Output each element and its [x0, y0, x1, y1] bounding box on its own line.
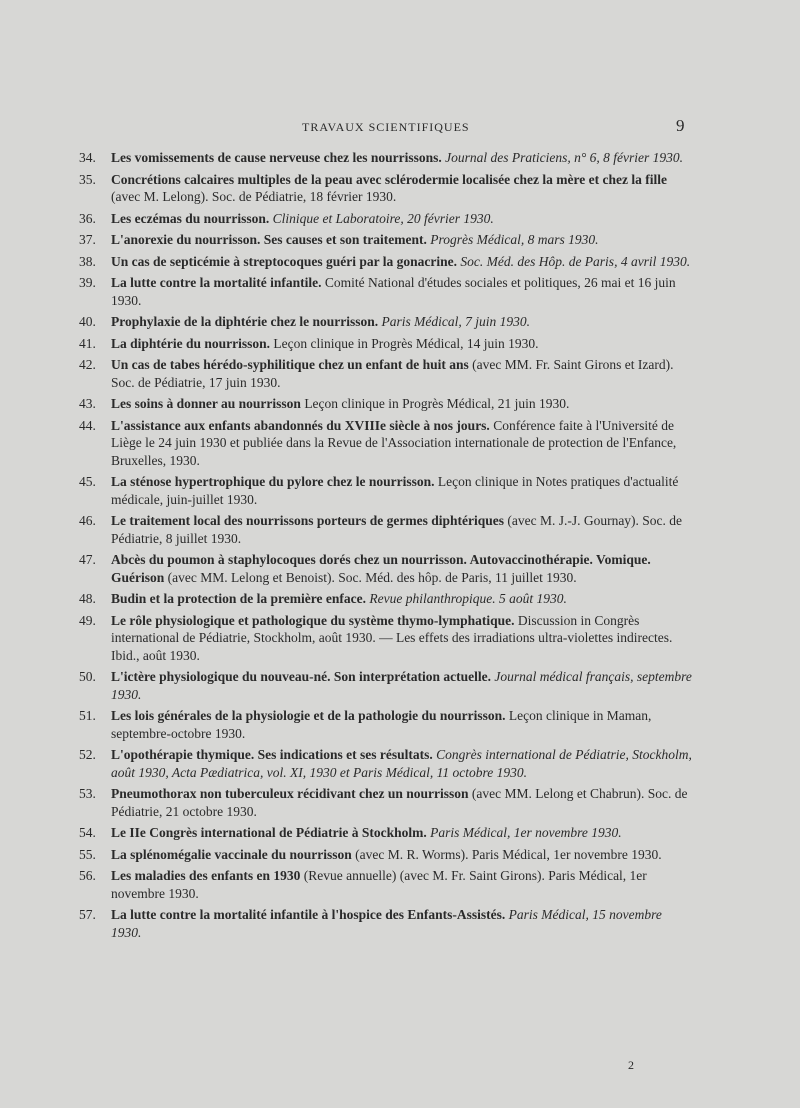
entry-title: La diphtérie du nourrisson. — [111, 335, 271, 351]
publication-entry-53 — [76, 785, 694, 820]
publication-entry-52 — [76, 746, 694, 781]
publication-entry-56 — [76, 867, 694, 902]
entry-reference: Journal des Praticiens, n° 6, 8 février 1930. — [445, 150, 683, 165]
entry-reference: Soc. Méd. des Hôp. de Paris, 4 avril 1930. — [460, 253, 691, 269]
publication-entry-34 — [76, 149, 694, 167]
entry-number: 54. — [79, 825, 96, 840]
entry-number: 53. — [79, 786, 96, 801]
entry-title: Budin et la protection de la première enface. — [111, 591, 366, 606]
running-header — [0, 118, 800, 138]
entry-reference: (avec MM. Lelong et Chabrun). Soc. de Pédiatrie, 21 octobre 1930. — [111, 786, 688, 819]
entry-number: 48. — [79, 591, 96, 606]
entry-title: Le traitement local des nourrissons porteurs de germes diphtériques — [111, 513, 504, 528]
entry-reference: (avec MM. Lelong et Benoist). Soc. Méd. des hôp. de Paris, 11 juillet 1930. — [167, 569, 577, 585]
entry-title: Abcès du poumon à staphylocoques dorés chez un nourrisson. Autovaccinothérapie. Vomique. Guérison — [111, 552, 651, 585]
entry-title: Un cas de tabes hérédo-syphilitique chez un enfant de huit ans — [111, 357, 469, 372]
entry-title: Le rôle physiologique et pathologique du système thymo-lymphatique. — [111, 612, 515, 628]
publication-entry-40 — [76, 313, 694, 331]
publication-entry-51 — [76, 707, 694, 742]
publication-entry-44 — [76, 417, 694, 470]
publication-entry-57 — [76, 906, 694, 941]
entry-title: Le IIe Congrès international de Pédiatrie à Stockholm. — [111, 825, 427, 840]
signature-mark: 2 — [628, 1058, 634, 1072]
entry-number: 49. — [79, 612, 96, 628]
entry-title: Les soins à donner au nourrisson — [111, 396, 301, 411]
entry-title: Un cas de septicémie à streptocoques guéri par la gonacrine. — [111, 253, 457, 269]
entry-reference: Revue philanthropique. 5 août 1930. — [369, 591, 567, 606]
publication-entry-46 — [76, 512, 694, 547]
entry-reference: (Revue annuelle) (avec M. Fr. Saint Girons). Paris Médical, 1er novembre 1930. — [111, 868, 647, 901]
publication-entry-38 — [76, 253, 694, 271]
entry-number: 40. — [79, 314, 96, 329]
entry-title: Pneumothorax non tuberculeux récidivant chez un nourrisson — [111, 786, 469, 801]
publication-entry-47 — [76, 551, 694, 586]
entry-number: 36. — [79, 210, 96, 226]
entry-title: L'opothérapie thymique. Ses indications et ses résultats. — [111, 747, 433, 762]
entry-number: 41. — [79, 335, 96, 351]
entry-number: 34. — [79, 150, 96, 165]
entry-reference: Discussion in Congrès international de Pédiatrie, Stockholm, août 1930. — Les effets des irradiations ultra-violettes indirectes. Ibid., août 1930. — [111, 612, 673, 663]
entry-title: La sténose hypertrophique du pylore chez le nourrisson. — [111, 474, 435, 489]
publication-entry-41 — [76, 335, 694, 353]
entry-number: 52. — [79, 747, 96, 762]
header-title: TRAVAUX SCIENTIFIQUES — [302, 120, 470, 134]
entry-title: La lutte contre la mortalité infantile. — [111, 275, 322, 290]
entry-number: 51. — [79, 708, 96, 723]
publication-entry-55 — [76, 846, 694, 864]
entry-reference: Leçon clinique in Notes pratiques d'actualité médicale, juin-juillet 1930. — [111, 474, 679, 507]
entry-reference: Journal médical français, septembre 1930. — [111, 669, 692, 702]
entry-reference: Comité National d'études sociales et politiques, 26 mai et 16 juin 1930. — [111, 275, 676, 308]
entry-title: Les maladies des enfants en 1930 — [111, 868, 301, 883]
entry-title: La splénomégalie vaccinale du nourrisson — [111, 846, 352, 862]
entry-reference: Leçon clinique in Maman, septembre-octobre 1930. — [111, 708, 652, 741]
entry-reference: (avec M. J.-J. Gournay). Soc. de Pédiatrie, 8 juillet 1930. — [111, 513, 683, 546]
entry-number: 39. — [79, 275, 96, 290]
entry-number: 55. — [79, 846, 96, 862]
publication-entry-39 — [76, 274, 694, 309]
entry-reference: Leçon clinique in Progrès Médical, 14 juin 1930. — [273, 335, 539, 351]
publication-entry-36 — [76, 210, 694, 228]
entry-reference: Clinique et Laboratoire, 20 février 1930. — [272, 210, 494, 226]
entry-title: L'ictère physiologique du nouveau-né. Son interprétation actuelle. — [111, 669, 492, 684]
entry-number: 47. — [79, 552, 96, 567]
entry-title: L'anorexie du nourrisson. Ses causes et son traitement. — [111, 232, 427, 247]
entry-title: Prophylaxie de la diphtérie chez le nourrisson. — [111, 314, 379, 329]
entry-reference: (avec MM. Fr. Saint Girons et Izard). Soc. de Pédiatrie, 17 juin 1930. — [111, 357, 674, 390]
entry-number: 43. — [79, 396, 96, 411]
entry-reference: Paris Médical, 7 juin 1930. — [381, 314, 530, 329]
publication-entry-54 — [76, 824, 694, 842]
entry-reference: (avec M. R. Worms). Paris Médical, 1er novembre 1930. — [355, 846, 662, 862]
publication-entry-49 — [76, 612, 694, 665]
entry-title: L'assistance aux enfants abandonnés du XVIIIe siècle à nos jours. — [111, 417, 490, 433]
page-number: 9 — [676, 116, 685, 135]
entry-number: 38. — [79, 253, 96, 269]
entry-number: 37. — [79, 232, 96, 247]
entry-reference: Paris Médical, 15 novembre 1930. — [111, 907, 662, 940]
entry-reference: Congrès international de Pédiatrie, Stockholm, août 1930, Acta Pædiatrica, vol. XI, 1930 et Paris Médical, 11 octobre 1930. — [111, 747, 692, 780]
publication-entry-48 — [76, 590, 694, 608]
entry-reference: (avec M. Lelong). Soc. de Pédiatrie, 18 février 1930. — [111, 189, 397, 204]
entry-reference: Progrès Médical, 8 mars 1930. — [430, 232, 599, 247]
entry-number: 44. — [79, 417, 96, 433]
entry-title: Concrétions calcaires multiples de la peau avec sclérodermie localisée chez la mère et chez la fille — [111, 171, 667, 187]
entry-reference: Paris Médical, 1er novembre 1930. — [430, 825, 622, 840]
entry-number: 45. — [79, 474, 96, 489]
entry-number: 57. — [79, 907, 96, 922]
publication-entry-45 — [76, 473, 694, 508]
entry-number: 56. — [79, 868, 96, 883]
entry-title: Les eczémas du nourrisson. — [111, 210, 270, 226]
publication-entry-37 — [76, 231, 694, 249]
entry-reference: Conférence faite à l'Université de Liège le 24 juin 1930 et publiée dans la Revue de l'Association internationale de protection de l'Enfance, Bruxelles, 1930. — [111, 417, 677, 468]
entry-number: 46. — [79, 513, 96, 528]
entry-number: 35. — [79, 171, 96, 187]
publication-entry-50 — [76, 668, 694, 703]
entry-reference: Leçon clinique in Progrès Médical, 21 juin 1930. — [304, 396, 570, 411]
entry-number: 42. — [79, 357, 96, 372]
entry-title: Les vomissements de cause nerveuse chez les nourrissons. — [111, 150, 442, 165]
publication-list — [76, 149, 694, 945]
publication-entry-35 — [76, 171, 694, 206]
publication-entry-42 — [76, 356, 694, 391]
entry-number: 50. — [79, 669, 96, 684]
entry-title: Les lois générales de la physiologie et de la pathologie du nourrisson. — [111, 708, 506, 723]
entry-title: La lutte contre la mortalité infantile à l'hospice des Enfants-Assistés. — [111, 907, 506, 922]
publication-entry-43 — [76, 395, 694, 413]
